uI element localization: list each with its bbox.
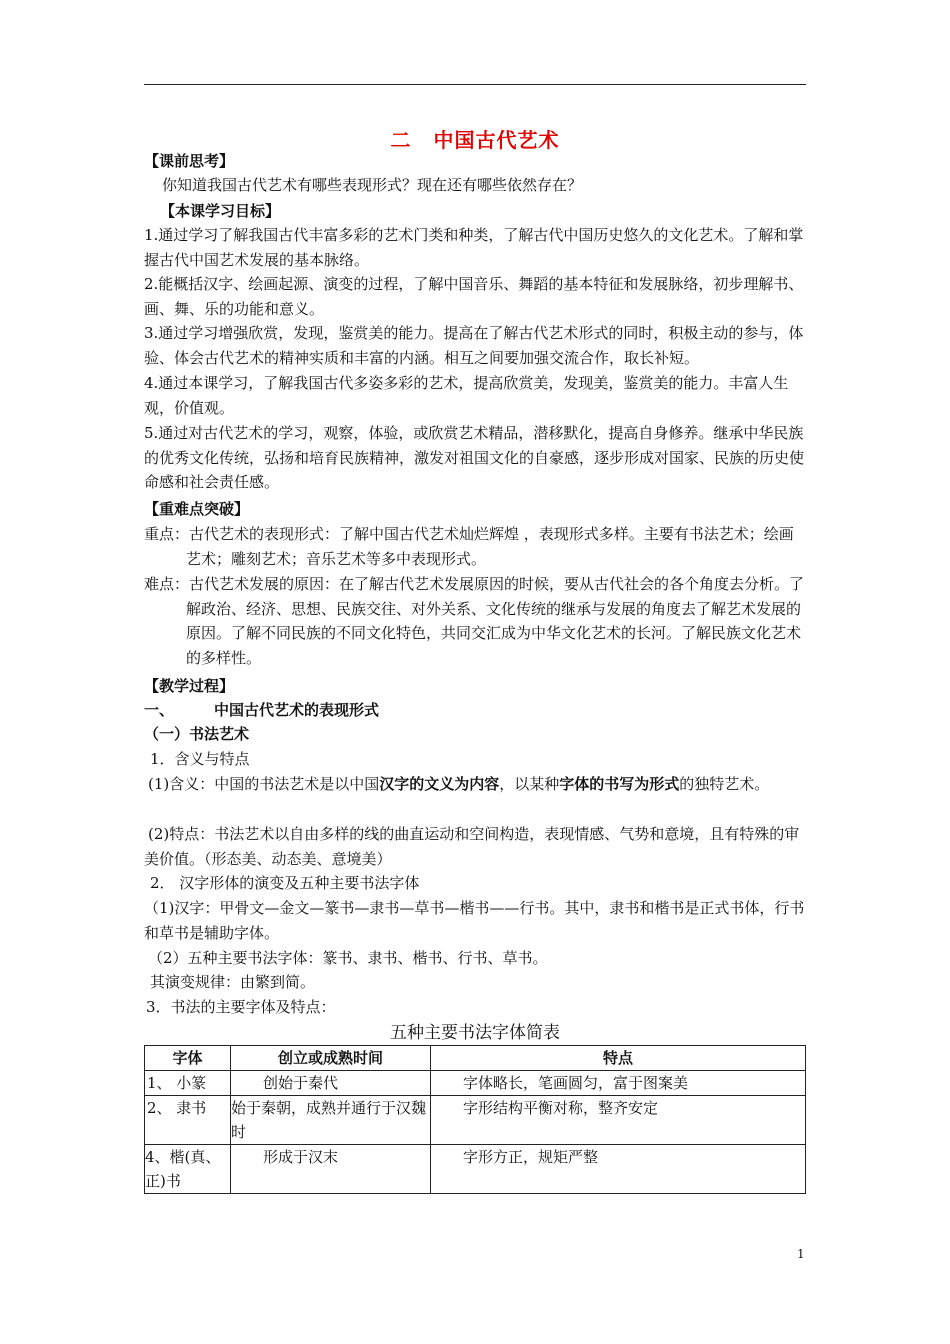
table-row [145,1071,806,1096]
table-row [145,1145,806,1194]
table-row [145,1096,806,1145]
table-cell: 1、 小篆 [145,1071,231,1096]
process-heading: 【教学过程】 [144,677,235,695]
table-cell: 字形结构平衡对称，整齐安定 [431,1096,806,1145]
table-cell: 创始于秦代 [231,1071,431,1096]
definition-text-end: 的独特艺术。 [679,775,770,793]
table-cell: 2、 隶书 [145,1096,231,1145]
pre-think-question: 你知道我国古代艺术有哪些表现形式？现在还有哪些依然存在？ [162,176,583,194]
difficult-point-text: 难点：古代艺术发展的原因：在了解古代艺术发展原因的时候，要从古代社会的各个角度去分析。了解政治、经济、思想、民族交往、对外关系、文化传统的继承与发展的角度去了解艺术发展的原因。了解不同民族的不同文化特色，共同交汇成为中华文化艺术的长河。了解民族文化艺术的多样性。 [144,575,805,667]
scripts-table [144,1045,806,1194]
point-2c-rule: 其演变规律：由繁到简。 [150,973,316,991]
point-1-title: 1．含义与特点 [150,750,250,768]
page-title [0,124,950,153]
point-1b-features: (2)特点：书法艺术以自由多样的线的曲直运动和空间构造，表现情感、气势和意境，且有特殊的审美价值。（形态美、动态美、意境美） [144,825,800,868]
key-points-heading: 【重难点突破】 [144,500,250,518]
section-heading [144,698,379,722]
goal-item-5: 5.通过对古代艺术的学习，观察，体验，或欣赏艺术精品，潜移默化，提高自身修养。继承中华民族的优秀文化传统，弘扬和培育民族精神，激发对祖国文化的自豪感，逐步形成对国家、民族的历史使命感和社会责任感。 [144,424,805,491]
section-number: 一、 [144,701,175,719]
definition-text-mid: ，以某种 [499,775,560,793]
table-caption: 五种主要书法字体简表 [390,1023,560,1043]
table-header: 字体 [145,1046,231,1071]
header-rule [144,84,806,85]
definition-emphasis-1: 汉字的文义为内容 [379,775,500,793]
table-cell: 4、楷(真、正)书 [145,1145,231,1194]
goal-item-3: 3.通过学习增强欣赏，发现，鉴赏美的能力。提高在了解古代艺术形式的同时，积极主动的参与，体验、体会古代艺术的精神实质和丰富的内涵。相互之间要加强交流合作，取长补短。 [144,324,804,367]
table-cell: 始于秦朝，成熟并通行于汉魏时 [231,1096,431,1145]
table-cell: 形成于汉末 [231,1145,431,1194]
table-cell: 字形方正，规矩严整 [431,1145,806,1194]
title-text: 中国古代艺术 [433,128,560,152]
definition-emphasis-2: 字体的书写为形式 [559,775,680,793]
title-number: 二 [390,128,412,152]
table-header: 特点 [431,1046,806,1071]
point-2a-evolution: （1)汉字：甲骨文—金文—篆书—隶书—草书—楷书——行书。其中，隶书和楷书是正式书体，行书和草书是辅助字体。 [144,899,805,942]
section-title: 中国古代艺术的表现形式 [214,701,380,719]
point-2-title: 2． 汉字形体的演变及五种主要书法字体 [150,874,420,892]
goals-heading: 【本课学习目标】 [160,202,281,220]
page-number: 1 [797,1247,805,1261]
subsection-calligraphy: （一）书法艺术 [144,725,250,743]
point-3-title: 3．书法的主要字体及特点： [146,998,336,1016]
definition-text: (1)含义：中国的书法艺术是以中国 [148,775,380,793]
table-header: 创立或成熟时间 [231,1046,431,1071]
goal-item-1: 1.通过学习了解我国古代丰富多彩的艺术门类和种类，了解古代中国历史悠久的文化艺术。了解和掌握古代中国艺术发展的基本脉络。 [144,226,804,269]
point-1a-definition [144,772,808,797]
key-point-text: 重点：古代艺术的表现形式：了解中国古代艺术灿烂辉煌 ，表现形式多样。主要有书法艺术；绘画艺术；雕刻艺术；音乐艺术等多中表现形式。 [144,525,794,568]
goal-item-4: 4.通过本课学习，了解我国古代多姿多彩的艺术，提高欣赏美，发现美，鉴赏美的能力。丰富人生观，价值观。 [144,374,789,417]
pre-think-heading: 【课前思考】 [144,152,235,170]
table-cell: 字体略长，笔画圆匀，富于图案美 [431,1071,806,1096]
point-2b-five-scripts: （2）五种主要书法字体：篆书、隶书、楷书、行书、草书。 [148,949,548,967]
goal-item-2: 2.能概括汉字、绘画起源、演变的过程，了解中国音乐、舞蹈的基本特征和发展脉络，初步理解书、画、舞、乐的功能和意义。 [144,275,804,318]
table-header-row [145,1046,806,1071]
